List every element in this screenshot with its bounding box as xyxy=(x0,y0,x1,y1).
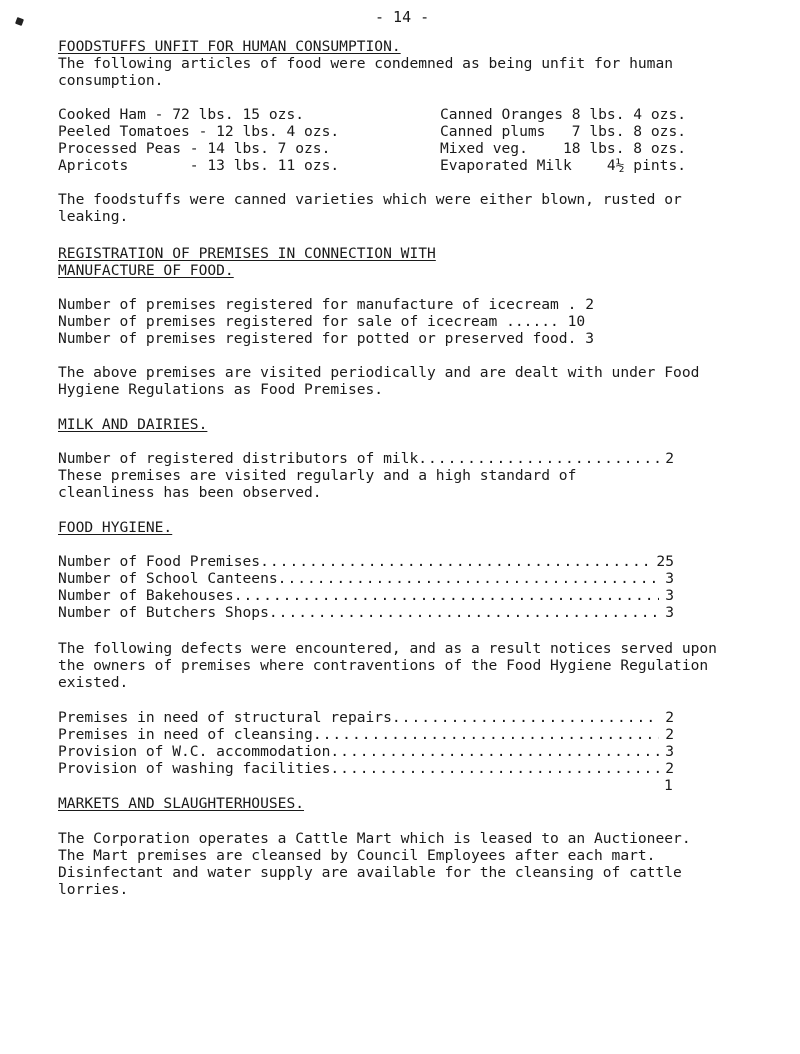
condemned-item: Evaporated Milk 4½ pints. xyxy=(440,157,687,174)
registration-item-value: 2 xyxy=(585,296,594,313)
registration-item-label: Number of premises registered for potted or preserved food. xyxy=(58,330,577,347)
leader-dots xyxy=(234,587,659,604)
leader-dots xyxy=(313,726,659,743)
leader-dots xyxy=(278,570,660,587)
registration-item-label: Number of premises registered for manufacture of icecream . xyxy=(58,296,577,313)
condemned-item: Canned Oranges 8 lbs. 4 ozs. xyxy=(440,106,687,123)
milk-distributors-row xyxy=(58,450,674,467)
leader-dots xyxy=(418,450,659,467)
condemned-item: Peeled Tomatoes - 12 lbs. 4 ozs. xyxy=(58,123,340,140)
food-hygiene-label: Number of Food Premises xyxy=(58,553,261,570)
defect-label: Provision of washing facilities xyxy=(58,760,331,777)
food-hygiene-row xyxy=(58,570,674,587)
food-hygiene-label: Number of Butchers Shops xyxy=(58,604,269,621)
defect-row xyxy=(58,743,674,760)
food-hygiene-label: Number of School Canteens xyxy=(58,570,278,587)
defect-label: Provision of W.C. accommodation xyxy=(58,743,331,760)
food-hygiene-value: 3 xyxy=(665,604,674,621)
page-corner-mark xyxy=(15,17,24,26)
condemned-item: Canned plums 7 lbs. 8 ozs. xyxy=(440,123,687,140)
food-hygiene-value: 3 xyxy=(665,570,674,587)
registration-note-line2: Hygiene Regulations as Food Premises. xyxy=(58,381,384,398)
defect-value: 2 xyxy=(665,726,674,743)
registration-item xyxy=(58,296,758,313)
defect-value: 2 xyxy=(665,709,674,726)
milk-note-line1: These premises are visited regularly and a high standard of xyxy=(58,467,577,484)
defect-label: Premises in need of cleansing xyxy=(58,726,313,743)
milk-note-line2: cleanliness has been observed. xyxy=(58,484,322,501)
registration-item-label: Number of premises registered for sale of icecream ...... xyxy=(58,313,559,330)
section-heading-registration: REGISTRATION OF PREMISES IN CONNECTION WITH xyxy=(58,245,436,262)
leader-dots xyxy=(330,743,659,760)
food-hygiene-note-line1: The following defects were encountered, and as a result notices served upon xyxy=(58,640,717,657)
defect-row xyxy=(58,709,674,726)
registration-item-value: 10 xyxy=(567,313,586,330)
section-heading-milk: MILK AND DAIRIES. xyxy=(58,416,208,433)
defect-value: 1 xyxy=(664,777,673,794)
leader-dots xyxy=(260,553,650,570)
registration-item-value: 3 xyxy=(585,330,594,347)
food-hygiene-note-line2: the owners of premises where contraventions of the Food Hygiene Regulation xyxy=(58,657,709,674)
condemned-item: Cooked Ham - 72 lbs. 15 ozs. xyxy=(58,106,305,123)
milk-distributors-label: Number of registered distributors of milk xyxy=(58,450,419,467)
food-hygiene-note-line3: existed. xyxy=(58,674,129,691)
food-hygiene-row xyxy=(58,553,674,570)
condemned-item: Processed Peas - 14 lbs. 7 ozs. xyxy=(58,140,331,157)
markets-line3: Disinfectant and water supply are available for the cleansing of cattle xyxy=(58,864,682,881)
leader-dots xyxy=(330,760,659,777)
section-heading-registration-line2: MANUFACTURE OF FOOD. xyxy=(58,262,234,279)
foodstuffs-intro-line1: The following articles of food were condemned as being unfit for human xyxy=(58,55,674,72)
food-hygiene-row xyxy=(58,587,674,604)
condemned-item: Apricots - 13 lbs. 11 ozs. xyxy=(58,157,340,174)
registration-item xyxy=(58,313,758,330)
foodstuffs-note-line1: The foodstuffs were canned varieties which were either blown, rusted or xyxy=(58,191,682,208)
defect-value: 3 xyxy=(665,743,674,760)
food-hygiene-value: 25 xyxy=(656,553,674,570)
section-heading-foodstuffs: FOODSTUFFS UNFIT FOR HUMAN CONSUMPTION. xyxy=(58,38,401,55)
food-hygiene-label: Number of Bakehouses xyxy=(58,587,234,604)
foodstuffs-intro-line2: consumption. xyxy=(58,72,164,89)
registration-note-line1: The above premises are visited periodically and are dealt with under Food xyxy=(58,364,700,381)
defect-value: 2 xyxy=(665,760,674,777)
defect-row xyxy=(58,726,674,743)
page-number: - 14 - xyxy=(375,8,430,26)
food-hygiene-value: 3 xyxy=(665,587,674,604)
leader-dots xyxy=(392,709,659,726)
markets-line2: The Mart premises are cleansed by Council Employees after each mart. xyxy=(58,847,656,864)
section-heading-markets: MARKETS AND SLAUGHTERHOUSES. xyxy=(58,795,305,812)
defect-label: Premises in need of structural repairs xyxy=(58,709,392,726)
markets-line4: lorries. xyxy=(58,881,129,898)
section-heading-food-hygiene: FOOD HYGIENE. xyxy=(58,519,173,536)
leader-dots xyxy=(269,604,659,621)
food-hygiene-row xyxy=(58,604,674,621)
foodstuffs-note-line2: leaking. xyxy=(58,208,129,225)
registration-item xyxy=(58,330,758,347)
markets-line1: The Corporation operates a Cattle Mart which is leased to an Auctioneer. xyxy=(58,830,691,847)
defect-row xyxy=(58,760,674,777)
condemned-item: Mixed veg. 18 lbs. 8 ozs. xyxy=(440,140,687,157)
milk-distributors-value: 2 xyxy=(665,450,674,467)
